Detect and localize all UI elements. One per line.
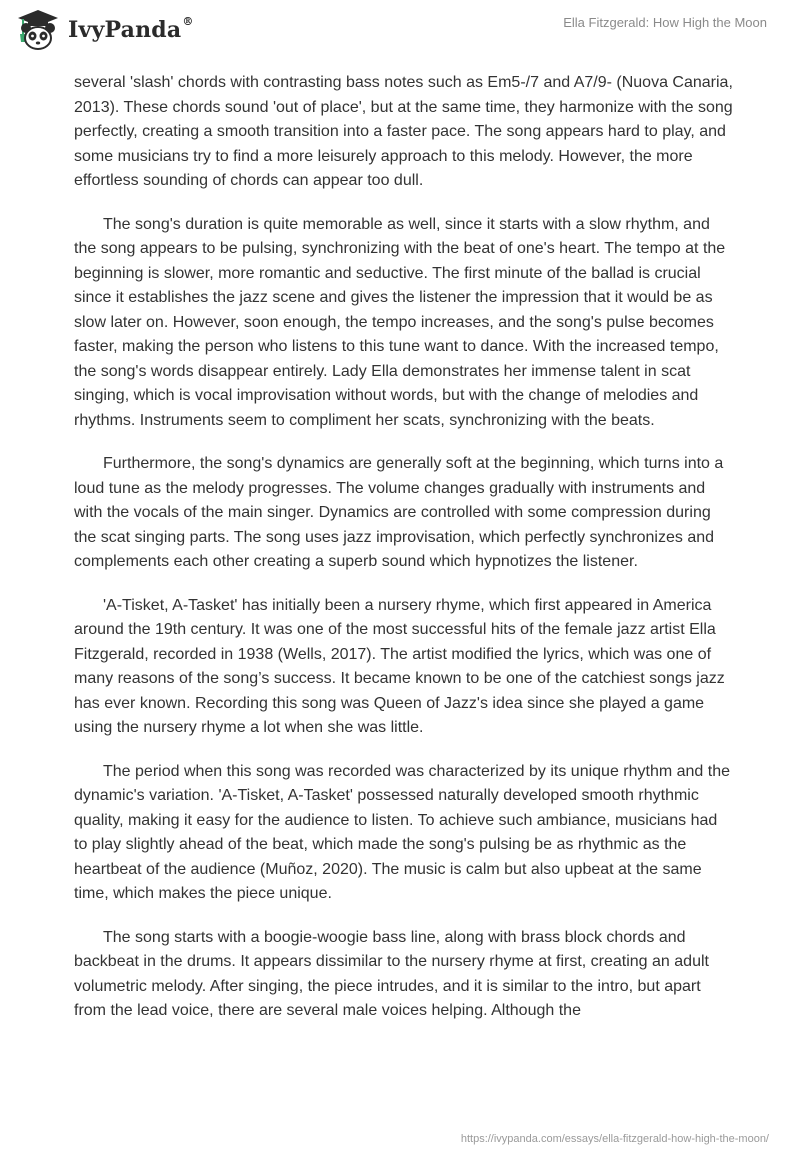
brand-name [68,17,194,43]
paragraph: Furthermore, the song's dynamics are generally soft at the beginning, which turns into a loud tune as the melody progresses. The volume changes gradually with instruments and with the vocals of the main singer. Dynamics are controlled with some compression during the scat singing parts. The song uses jazz improvisation, which perfectly synchronizes and complements each other creating a superb sound which hypnotizes the listener. [74,455,724,570]
panda-graduate-logo-icon [14,8,62,52]
registered-mark: ® [182,15,194,28]
paragraph: The period when this song was recorded was characterized by its unique rhythm and the dynamic's variation. 'A-Tisket, A-Tasket' possessed naturally developed smooth rhythmic quality, making it easy for the audience to listen. To achieve such ambiance, musicians had to play slightly ahead of the beat, which made the song's pulsing be as rhythmic as the heartbeat of the audience (Muñoz, 2020). The music is calm but also upbeat at the same time, which makes the piece unique. [74,762,731,902]
document-title: Ella Fitzgerald: How High the Moon [563,15,767,30]
paragraph: 'A-Tisket, A-Tasket' has initially been a nursery rhyme, which first appeared in America around the 19th century. It was one of the most successful hits of the female jazz artist Ella Fitzgerald, recorded in 1938 (Wells, 2017). The artist modified the lyrics, which was one of many reasons of the song’s success. It became known to be one of the catchiest songs jazz has ever known. Recording this song was Queen of Jazz's idea since she played a game using the nursery rhyme a lot when she was little. [74,596,725,736]
page-header [0,0,800,64]
paragraph: several 'slash' chords with contrasting bass notes such as Em5-/7 and A7/9- (Nuova Canaria, 2013). These chords sound 'out of place', but at the same time, they harmonize with the song perfectly, creating a smooth transition into a faster pace. The song appears hard to play, and some musicians try to find a more leisurely approach to this melody. However, the more effortless sounding of chords can appear too dull. [74,74,733,189]
paragraph: The song starts with a boogie-woogie bass line, along with brass block chords and backbeat in the drums. It appears dissimilar to the nursery rhyme at first, creating an adult volumetric melody. After singing, the piece intrudes, and it is similar to the intro, but apart from the lead voice, there are several male voices helping. Although the [74,928,709,1019]
source-url[interactable]: https://ivypanda.com/essays/ella-fitzgerald-how-high-the-moon/ [460,1133,769,1145]
brand-text: IvyPanda [68,17,182,43]
essay-body [74,71,734,1043]
paragraph: The song's duration is quite memorable as well, since it starts with a slow rhythm, and the song appears to be pulsing, synchronizing with the beat of one's heart. The tempo at the beginning is slower, more romantic and seductive. The first minute of the ballad is crucial since it establishes the jazz scene and gives the listener the impression that it would be as slow later on. However, soon enough, the tempo increases, and the song's pulse becomes faster, making the person who listens to this tune want to dance. With the increased tempo, the song's words disappear entirely. Lady Ella demonstrates her immense talent in scat singing, which is vocal improvisation without words, but with the change of melodies and rhythms. Instruments seem to compliment her scats, synchronizing with the beats. [74,215,726,429]
ivypanda-logo[interactable] [14,8,194,52]
